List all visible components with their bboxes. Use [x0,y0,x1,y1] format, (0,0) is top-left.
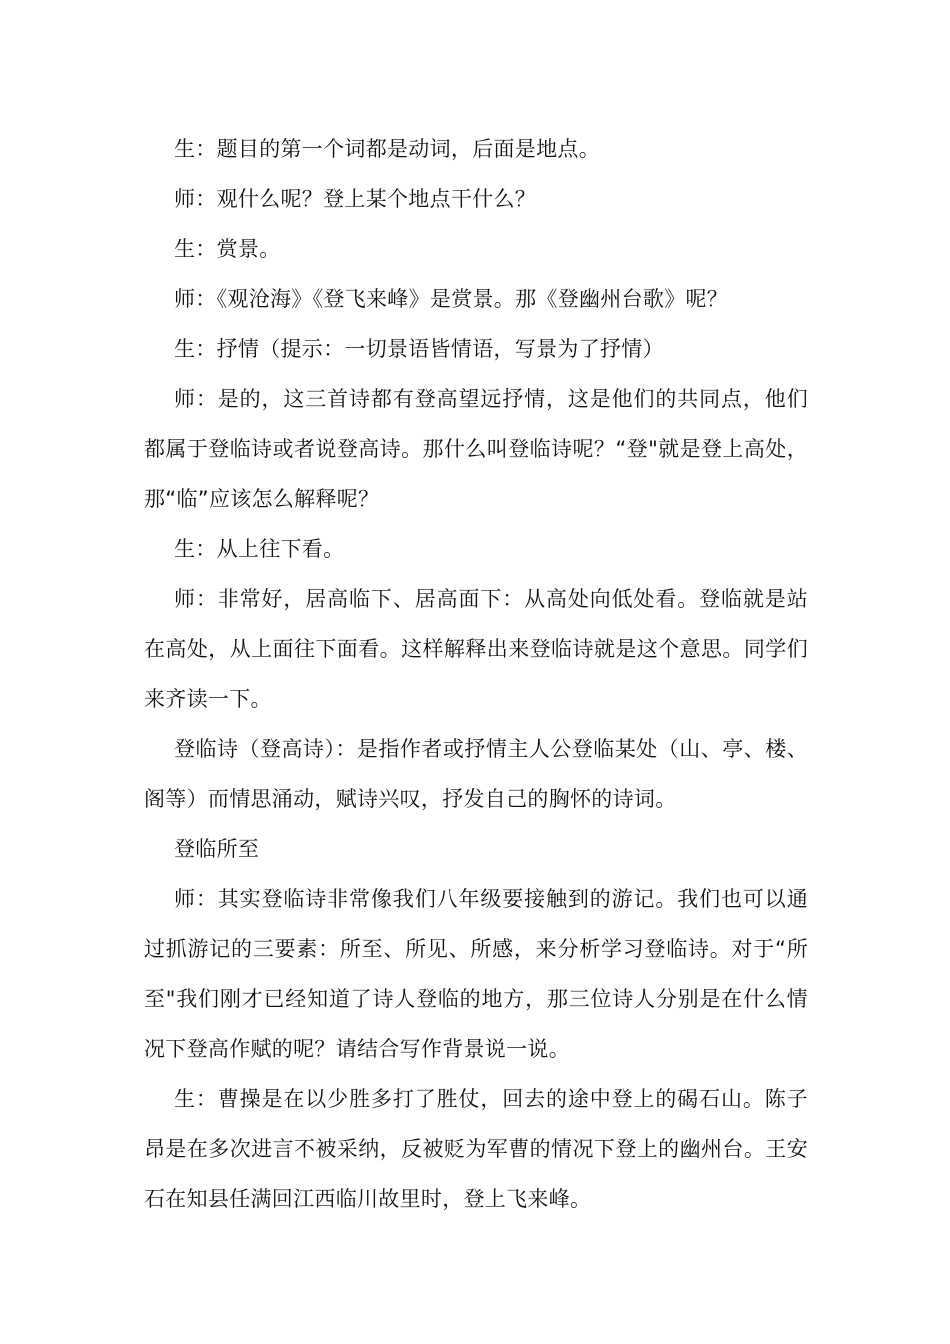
paragraph-teacher-travel-notes: 师：其实登临诗非常像我们八年级要接触到的游记。我们也可以通过抓游记的三要素：所至、所见、所感，来分析学习登临诗。对于“所至"我们刚才已经知道了诗人登临的地方，那三位诗人分别是在什么情况下登高作赋的呢？请结合写作背景说一说。 [144,887,808,1061]
paragraph-teacher-question-what: 师：观什么呢？登上某个地点干什么？ [174,187,537,211]
document-page [144,124,808,1224]
paragraph-definition: 登临诗（登高诗）：是指作者或抒情主人公登临某处（山、亭、楼、阁等）而情思涌动，赋诗兴叹，抒发自己的胸怀的诗词。 [144,737,808,811]
paragraph-student-answer-verbs: 生：题目的第一个词都是动词，后面是地点。 [174,137,600,161]
paragraph-student-background: 生：曹操是在以少胜多打了胜仗，回去的途中登上的碣石山。陈子昂是在多次进言不被采纳，反被贬为军曹的情况下登上的幽州台。王安石在知县任满回江西临川故里时，登上飞来峰。 [144,1087,808,1211]
paragraph-student-answer-emotion: 生：抒情（提示：一切景语皆情语，写景为了抒情） [174,337,664,361]
section-heading: 登临所至 [174,837,260,861]
paragraph-teacher-common-point: 师：是的，这三首诗都有登高望远抒情，这是他们的共同点，他们都属于登临诗或者说登高诗。那什么叫登临诗呢？“登"就是登上高处，那“临”应该怎么解释呢？ [144,387,808,511]
paragraph-student-answer-scenery: 生：赏景。 [174,237,281,261]
paragraph-teacher-poem-titles: 师：《观沧海》《登飞来峰》是赏景。那《登幽州台歌》呢？ [174,287,729,311]
paragraph-student-answer-look-down: 生：从上往下看。 [174,537,345,561]
paragraph-teacher-explanation: 师：非常好，居高临下、居高面下：从高处向低处看。登临就是站在高处，从上面往下面看。这样解释出来登临诗就是这个意思。同学们来齐读一下。 [144,587,808,711]
